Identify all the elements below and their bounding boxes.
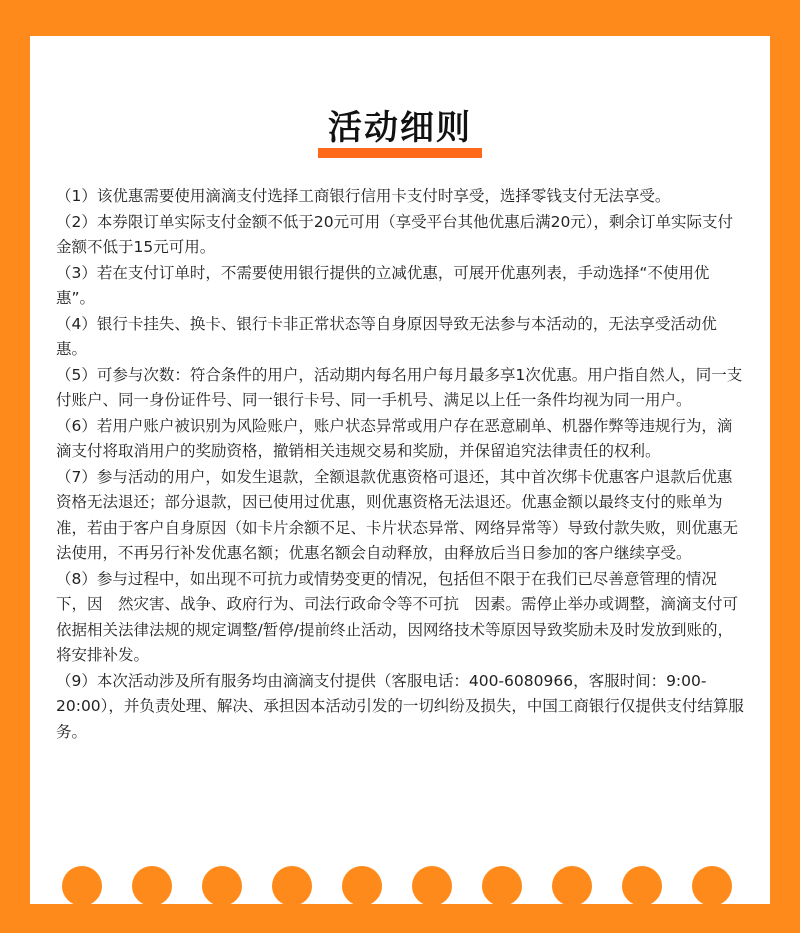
rule-item-8: （8）参与过程中，如出现不可抗力或情势变更的情况，包括但不限于在我们已尽善意管理的情况下，因 然灾害、战争、政府行为、司法行政命令等不可抗 因素。需停止举办或调整，滴滴支付可依据相关法律法规的规定调整/暂停/提前终止活动，因网络技术等原因导致奖励未及时发放到账的，将安排补发。 <box>56 569 739 664</box>
page-title: 活动细则 <box>328 108 472 148</box>
rule-item-6: （6）若用户账户被识别为风险账户，账户状态异常或用户存在恶意刷单、机器作弊等违规行为，滴滴支付将取消用户的奖励资格，撤销相关违规交易和奖励，并保留追究法律责任的权利。 <box>56 416 733 460</box>
scallop-decoration <box>272 866 312 906</box>
scallop-decoration <box>202 866 242 906</box>
rule-item-1: （1）该优惠需要使用滴滴支付选择工商银行信用卡支付时享受，选择零钱支付无法享受。 <box>56 187 671 205</box>
scallop-decoration <box>62 866 102 906</box>
title-underline <box>318 148 482 158</box>
rule-item-7: （7）参与活动的用户，如发生退款，全额退款优惠资格可退还，其中首次绑卡优惠客户退款后优惠资格无法退还；部分退款，因已使用过优惠，则优惠资格无法退还。优惠金额以最终支付的账单为准，若由于客户自身原因（如卡片余额不足、卡片状态异常、网络异常等）导致付款失败，则优惠无法使用，不再另行补发优惠名额；优惠名额会自动释放，由释放后当日参加的客户继续享受。 <box>56 467 739 562</box>
rule-item-4: （4）银行卡挂失、换卡、银行卡非正常状态等自身原因导致无法参与本活动的，无法享受活动优惠。 <box>56 314 717 358</box>
scallop-decoration <box>552 866 592 906</box>
rule-item-9: （9）本次活动涉及所有服务均由滴滴支付提供（客服电话：400-6080966，客服时间：9:00-20:00），并负责处理、解决、承担因本活动引发的一切纠纷及损失，中国工商银行仅提供支付结算服务。 <box>56 671 744 741</box>
scallop-decoration <box>692 866 732 906</box>
rule-item-3: （3）若在支付订单时，不需要使用银行提供的立减优惠，可展开优惠列表，手动选择“不使用优惠”。 <box>56 263 710 307</box>
rules-card <box>30 36 770 904</box>
rule-item-5: （5）可参与次数：符合条件的用户，活动期内每名用户每月最多享1次优惠。用户指自然人，同一支付账户、同一身份证件号、同一银行卡号、同一手机号、满足以上任一条件均视为同一用户。 <box>56 365 743 409</box>
scallop-decoration <box>342 866 382 906</box>
rule-item-2: （2）本券限订单实际支付金额不低于20元可用（享受平台其他优惠后满20元），剩余订单实际支付金额不低于15元可用。 <box>56 212 734 256</box>
scallop-decoration <box>622 866 662 906</box>
rules-list <box>56 184 746 745</box>
scallop-decoration <box>132 866 172 906</box>
scallop-decoration <box>412 866 452 906</box>
scalloped-edge <box>0 866 800 933</box>
scallop-decoration <box>482 866 522 906</box>
